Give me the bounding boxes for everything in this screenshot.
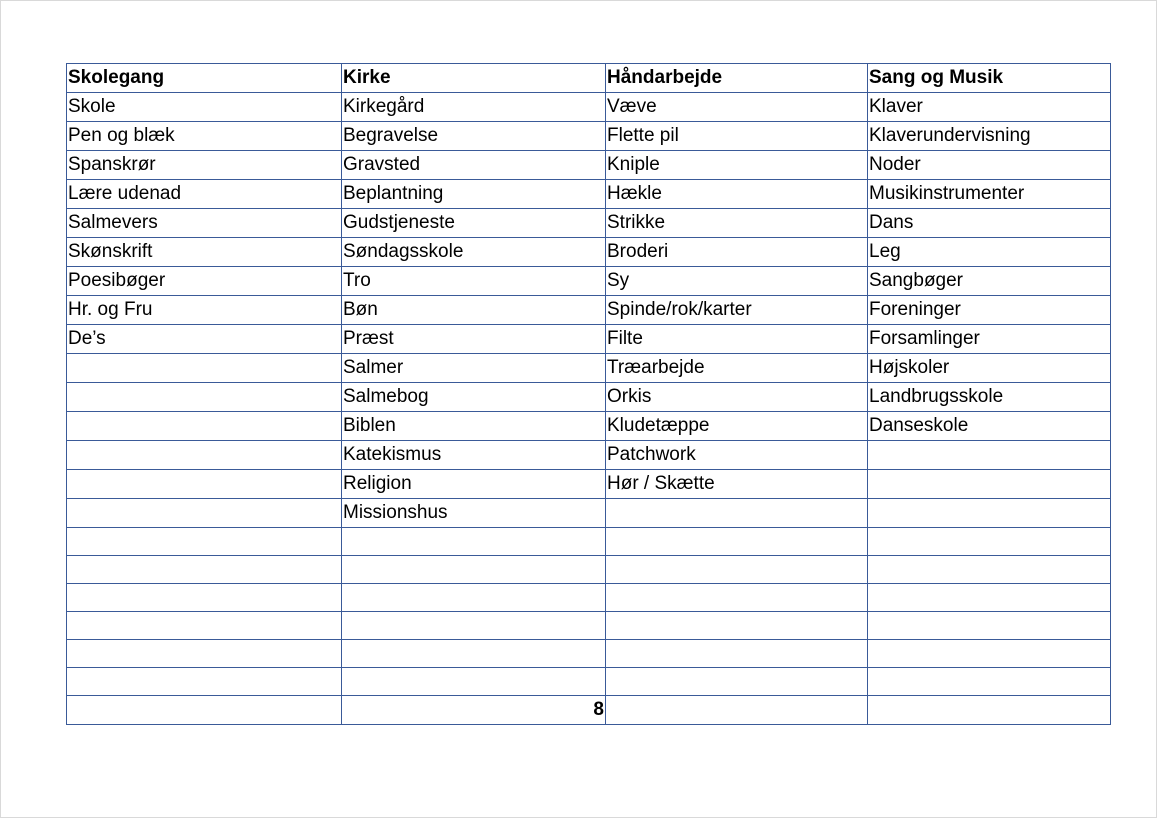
table-cell [606,696,868,725]
table-cell: Salmevers [67,209,342,238]
table-cell: Præst [342,325,606,354]
table-cell: Lære udenad [67,180,342,209]
table-cell [868,528,1111,556]
table-cell: Væve [606,93,868,122]
table-cell [868,668,1111,696]
table-cell: Salmebog [342,383,606,412]
table-cell [67,470,342,499]
table-cell: Forsamlinger [868,325,1111,354]
table-row [67,180,1111,209]
table-cell: Gravsted [342,151,606,180]
table-row [67,383,1111,412]
table-cell [868,556,1111,584]
table-cell: Hør / Skætte [606,470,868,499]
table-cell [67,612,342,640]
table-cell [868,584,1111,612]
table-cell: Sy [606,267,868,296]
table-cell: Sangbøger [868,267,1111,296]
table-cell: Strikke [606,209,868,238]
table-cell: Patchwork [606,441,868,470]
header-haandarbejde: Håndarbejde [606,64,868,93]
table-cell: Skole [67,93,342,122]
table-cell [67,441,342,470]
table-cell: Gudstjeneste [342,209,606,238]
table-cell: Hækle [606,180,868,209]
table-cell [67,556,342,584]
table-row [67,151,1111,180]
table-cell [342,668,606,696]
table-cell: Pen og blæk [67,122,342,151]
table-cell [67,696,342,725]
table-cell: Musikinstrumenter [868,180,1111,209]
table-cell: Landbrugsskole [868,383,1111,412]
table-cell [606,528,868,556]
table-row [67,640,1111,668]
table-cell: Klaver [868,93,1111,122]
table-cell: Missionshus [342,499,606,528]
header-kirke: Kirke [342,64,606,93]
table-cell [67,668,342,696]
table-row [67,325,1111,354]
table-cell: Hr. og Fru [67,296,342,325]
table-header-row [67,64,1111,93]
table-cell: Dans [868,209,1111,238]
table-cell: Orkis [606,383,868,412]
table-cell: Træarbejde [606,354,868,383]
table-cell: Kniple [606,151,868,180]
header-sang-og-musik: Sang og Musik [868,64,1111,93]
table-cell [67,584,342,612]
table-cell: Noder [868,151,1111,180]
table-cell: Filte [606,325,868,354]
table-row [67,209,1111,238]
table-cell: Broderi [606,238,868,267]
table-cell: Religion [342,470,606,499]
table-footer-row [67,696,1111,725]
table-footer [67,696,1111,725]
table-cell: Poesibøger [67,267,342,296]
table-cell: De’s [67,325,342,354]
table-cell [606,640,868,668]
table-cell [342,612,606,640]
table-row [67,612,1111,640]
table-row [67,412,1111,441]
table-cell [868,470,1111,499]
table-cell [342,528,606,556]
table-cell [606,668,868,696]
table-cell [67,640,342,668]
table-cell: Beplantning [342,180,606,209]
table-cell [342,640,606,668]
table-cell [606,499,868,528]
table-row [67,354,1111,383]
table-cell: Katekismus [342,441,606,470]
table-cell: Biblen [342,412,606,441]
table-row [67,499,1111,528]
table-cell [868,696,1111,725]
table-cell: Danseskole [868,412,1111,441]
table-cell [67,354,342,383]
table-cell: Flette pil [606,122,868,151]
table-cell [606,556,868,584]
table-cell [868,612,1111,640]
table-cell: Bøn [342,296,606,325]
table-cell: Søndagsskole [342,238,606,267]
table-cell: Kirkegård [342,93,606,122]
table-row [67,267,1111,296]
table-row [67,122,1111,151]
table-cell: Tro [342,267,606,296]
table-cell: Kludetæppe [606,412,868,441]
table-cell: Salmer [342,354,606,383]
table-cell [606,584,868,612]
table-cell [868,640,1111,668]
table-cell [67,528,342,556]
table-body [67,93,1111,696]
table-row [67,528,1111,556]
table-cell [67,499,342,528]
table-cell [67,383,342,412]
table-cell [868,441,1111,470]
table-cell [67,412,342,441]
page-number: 8 [342,696,606,725]
table-cell: Klaverundervisning [868,122,1111,151]
table-cell: Højskoler [868,354,1111,383]
table-cell: Skønskrift [67,238,342,267]
table-cell: Spanskrør [67,151,342,180]
table-cell: Foreninger [868,296,1111,325]
table-row [67,556,1111,584]
table-row [67,668,1111,696]
table-row [67,441,1111,470]
table-row [67,238,1111,267]
table-header [67,64,1111,93]
table-row [67,296,1111,325]
table-cell: Begravelse [342,122,606,151]
table-row [67,584,1111,612]
table-cell [342,556,606,584]
table-cell [606,612,868,640]
table-row [67,93,1111,122]
table-row [67,470,1111,499]
header-skolegang: Skolegang [67,64,342,93]
table-cell [342,584,606,612]
table-cell: Leg [868,238,1111,267]
table-cell [868,499,1111,528]
table-cell: Spinde/rok/karter [606,296,868,325]
category-word-table [66,63,1111,725]
